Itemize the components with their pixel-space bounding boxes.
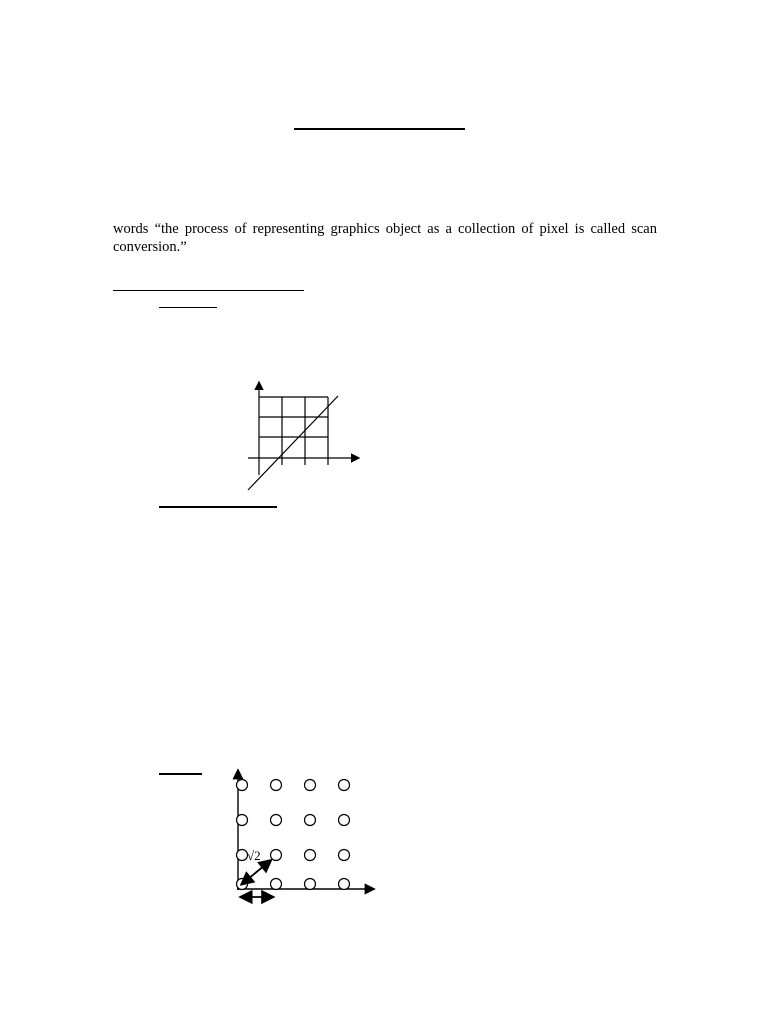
- scan-conversion-paragraph: [113, 220, 657, 256]
- paragraph-line-2: conversion.”: [113, 239, 187, 255]
- pixel-point: [237, 850, 248, 861]
- section-heading-underline: [113, 290, 304, 291]
- pixel-point: [237, 815, 248, 826]
- line-on-grid-figure: [240, 375, 370, 495]
- pixel-point: [305, 879, 316, 890]
- pixel-point: [339, 815, 350, 826]
- subsection-heading-underline-3: [159, 773, 202, 775]
- pixel-point: [271, 815, 282, 826]
- grid: [259, 397, 328, 465]
- pixel-point: [237, 879, 248, 890]
- pixel-point: [237, 780, 248, 791]
- scan-line: [248, 396, 338, 490]
- pixel-points: [237, 780, 350, 890]
- pixel-point: [305, 780, 316, 791]
- pixel-point: [271, 850, 282, 861]
- pixel-point: [339, 850, 350, 861]
- pixel-point: [305, 850, 316, 861]
- pixel-point: [339, 879, 350, 890]
- sqrt-two-label: √2: [247, 848, 261, 863]
- paragraph-line-1: words “the process of representing graphics object as a collection of pixel is called scan: [113, 221, 657, 237]
- subsection-heading-underline-2: [159, 506, 277, 508]
- pixel-point: [339, 780, 350, 791]
- diagonal-distance-arrow: [248, 861, 270, 879]
- pixel-point: [271, 879, 282, 890]
- pixel-point: [305, 815, 316, 826]
- title-underline: [294, 128, 465, 130]
- subsection-heading-underline-1: [159, 307, 217, 308]
- pixel-point: [271, 780, 282, 791]
- pixel-grid-figure: [228, 765, 378, 905]
